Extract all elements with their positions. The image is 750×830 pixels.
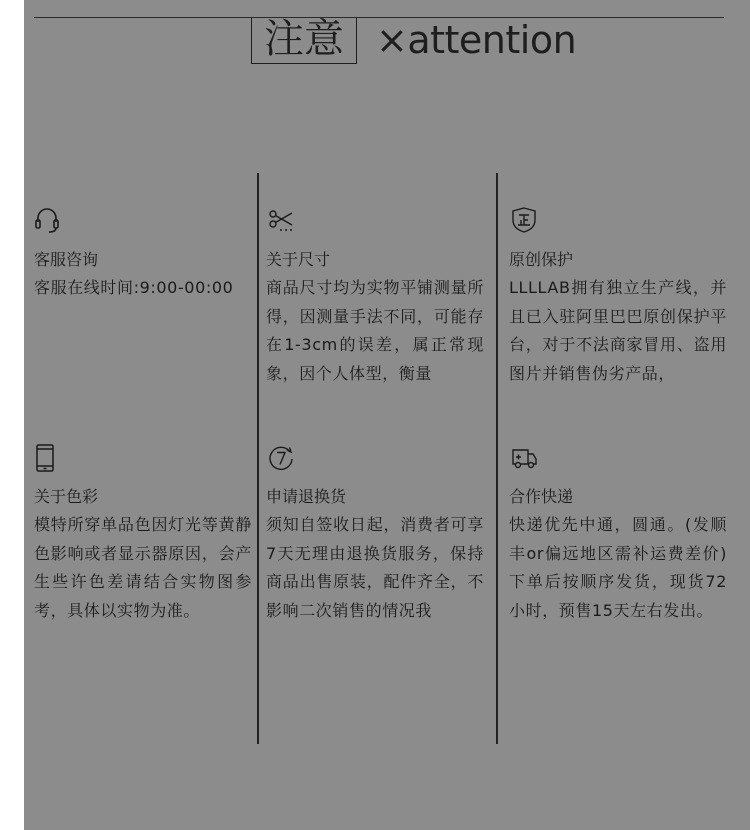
item-body-courier: 快递优先中通，圆通。(发顺丰or偏远地区需补运费差价)下单后按顺序发货，现货72小时，预售15天左右发出。 (509, 515, 727, 620)
shield-icon (509, 205, 539, 235)
item-title-customer-service: 客服咨询 (34, 250, 99, 269)
item-title-color: 关于色彩 (34, 487, 99, 506)
column-divider-1 (257, 173, 259, 744)
headset-icon (32, 205, 62, 235)
column-divider-2 (496, 173, 498, 744)
item-title-original-protection: 原创保护 (509, 250, 574, 269)
item-title-courier: 合作快递 (509, 487, 574, 506)
item-body-original-protection: LLLLAB拥有独立生产线，并且已入驻阿里巴巴原创保护平台，对于不法商家冒用、盗用图片并销售伪劣产品， (509, 278, 727, 383)
item-title-size: 关于尺寸 (266, 250, 331, 269)
title-en: ×attention (376, 18, 577, 62)
phone-icon (32, 443, 62, 473)
delivery-truck-icon (509, 443, 539, 473)
item-body-return: 须知自签收日起，消费者可享7天无理由退换货服务，保持商品出售原装，配件齐全，不影响二次销售的情况我 (266, 515, 484, 620)
attention-panel (24, 0, 750, 830)
seven-day-return-icon (266, 443, 296, 473)
item-body-size: 商品尺寸均为实物平铺测量所得，因测量手法不同，可能存在1-3cm的误差，属正常现象，因个人体型，衡量 (266, 278, 484, 383)
item-title-return: 申请退换货 (266, 487, 347, 506)
title-cn: 注意 (251, 17, 357, 64)
scissors-icon (266, 205, 296, 235)
item-body-customer-service: 客服在线时间:9:00-00:00 (34, 278, 234, 297)
item-body-color: 模特所穿单品色因灯光等黄静色影响或者显示器原因，会产生些许色差请结合实物图参考，具体以实物为准。 (34, 515, 252, 620)
